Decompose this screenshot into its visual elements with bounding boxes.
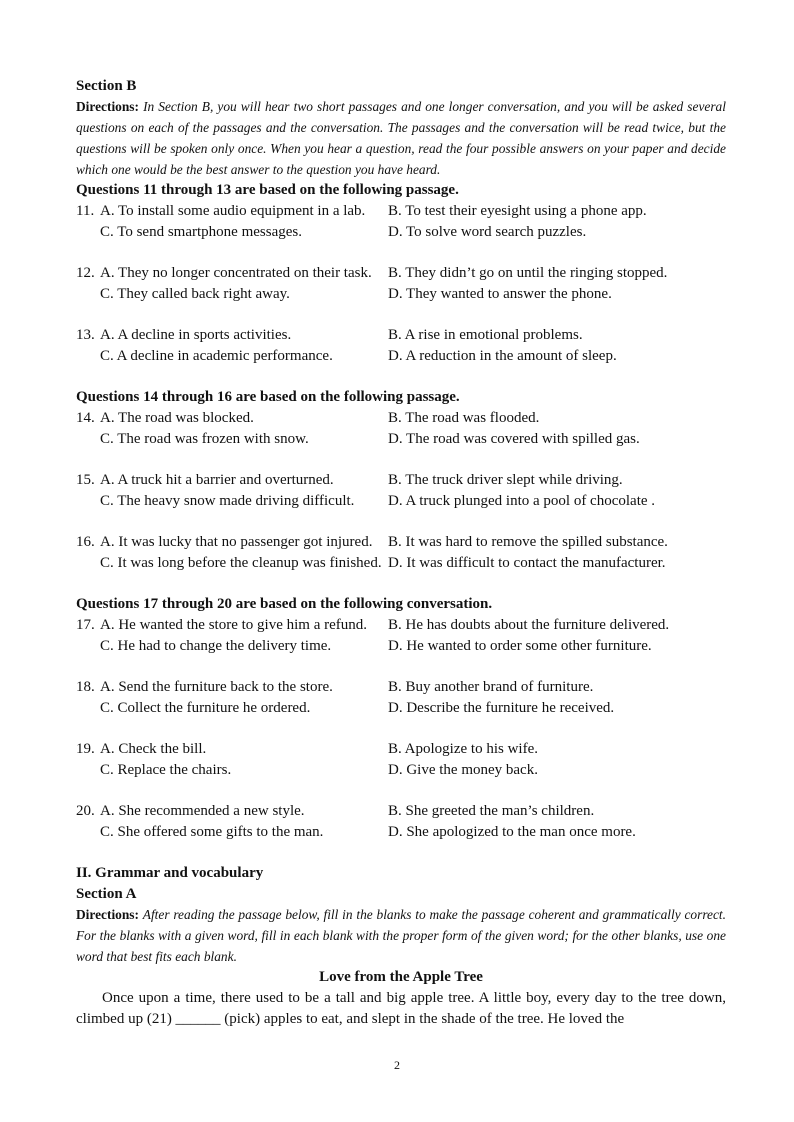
option-a: A. To install some audio equipment in a lab. <box>100 203 366 219</box>
option-b: B. He has doubts about the furniture delivered. <box>388 617 670 633</box>
question-row <box>76 677 726 698</box>
option-a: A. He wanted the store to give him a refund. <box>100 617 368 633</box>
option-d: D. They wanted to answer the phone. <box>388 286 612 302</box>
question-number: 13. <box>76 327 95 343</box>
option-a: A. Send the furniture back to the store. <box>100 679 333 695</box>
option-d: D. A truck plunged into a pool of chocolate . <box>388 493 656 509</box>
question-item <box>76 532 726 574</box>
question-row <box>76 822 726 843</box>
question-group-heading: Questions 11 through 13 are based on the following passage. <box>76 182 459 198</box>
question-group-2 <box>76 408 726 574</box>
question-item <box>76 677 726 719</box>
question-item <box>76 263 726 305</box>
story-title: Love from the Apple Tree <box>319 969 483 985</box>
directions-label: Directions: <box>76 907 139 922</box>
question-row <box>76 201 726 222</box>
option-d: D. A reduction in the amount of sleep. <box>388 348 617 364</box>
question-number: 15. <box>76 472 95 488</box>
question-item <box>76 201 726 243</box>
option-c: C. Replace the chairs. <box>100 762 232 778</box>
question-row <box>76 636 726 657</box>
option-b: B. A rise in emotional problems. <box>388 327 583 343</box>
option-c: C. A decline in academic performance. <box>100 348 333 364</box>
option-d: D. Describe the furniture he received. <box>388 700 615 716</box>
option-c: C. To send smartphone messages. <box>100 224 302 240</box>
section-b-title: Section B <box>76 78 137 94</box>
question-group-heading: Questions 17 through 20 are based on the following conversation. <box>76 596 493 612</box>
option-a: A. The road was blocked. <box>100 410 254 426</box>
question-number: 19. <box>76 741 95 757</box>
question-number: 11. <box>76 203 95 219</box>
section-b-directions <box>76 96 726 180</box>
question-group-3 <box>76 615 726 843</box>
option-a: A. A truck hit a barrier and overturned. <box>100 472 334 488</box>
option-a: A. Check the bill. <box>100 741 207 757</box>
option-b: B. It was hard to remove the spilled substance. <box>388 534 668 550</box>
question-group-1 <box>76 201 726 367</box>
question-item <box>76 325 726 367</box>
question-item <box>76 615 726 657</box>
question-number: 17. <box>76 617 95 633</box>
question-row <box>76 470 726 491</box>
option-b: B. They didn’t go on until the ringing stopped. <box>388 265 668 281</box>
option-d: D. The road was covered with spilled gas. <box>388 431 640 447</box>
directions-text: After reading the passage below, fill in the blanks to make the passage coherent and grammatically correct. For the blanks with a given word, fill in each blank with the proper form of the given word; for the other blanks, use one word that best fits each blank. <box>76 907 726 964</box>
option-c: C. They called back right away. <box>100 286 290 302</box>
question-number: 14. <box>76 410 95 426</box>
directions-text: In Section B, you will hear two short passages and one longer conversation, and you will be asked several questions on each of the passages and the conversation. The passages and the conversation will be read twice, but the questions will be spoken only once. When you hear a question, read the four possible answers on your paper and decide which one would be the best answer to the question you have heard. <box>76 99 726 177</box>
question-row <box>76 491 726 512</box>
option-c: C. Collect the furniture he ordered. <box>100 700 311 716</box>
question-item <box>76 739 726 781</box>
question-item <box>76 470 726 512</box>
question-row <box>76 698 726 719</box>
question-row <box>76 553 726 574</box>
option-d: D. It was difficult to contact the manufacturer. <box>388 555 666 571</box>
option-a: A. A decline in sports activities. <box>100 327 292 343</box>
question-row <box>76 346 726 367</box>
question-row <box>76 408 726 429</box>
question-group-heading: Questions 14 through 16 are based on the following passage. <box>76 389 460 405</box>
option-b: B. The truck driver slept while driving. <box>388 472 623 488</box>
question-item <box>76 801 726 843</box>
directions-label: Directions: <box>76 99 139 114</box>
question-row <box>76 801 726 822</box>
document-page <box>76 76 726 1030</box>
option-b: B. Buy another brand of furniture. <box>388 679 594 695</box>
question-row <box>76 325 726 346</box>
option-b: B. She greeted the man’s children. <box>388 803 595 819</box>
grammar-directions <box>76 904 726 967</box>
option-c: C. He had to change the delivery time. <box>100 638 332 654</box>
option-b: B. To test their eyesight using a phone app. <box>388 203 647 219</box>
page-number: 2 <box>394 1058 400 1072</box>
question-row <box>76 429 726 450</box>
question-row <box>76 760 726 781</box>
option-a: A. It was lucky that no passenger got injured. <box>100 534 373 550</box>
question-number: 18. <box>76 679 95 695</box>
option-c: C. The road was frozen with snow. <box>100 431 309 447</box>
grammar-section-title: Section A <box>76 886 137 902</box>
question-row <box>76 263 726 284</box>
question-number: 20. <box>76 803 95 819</box>
question-row <box>76 284 726 305</box>
option-b: B. The road was flooded. <box>388 410 540 426</box>
question-row <box>76 532 726 553</box>
story-paragraph: Once upon a time, there used to be a tall and big apple tree. A little boy, every day to the tree down, climbed up (21) ______ (pick) apples to eat, and slept in the shade of the tree. He loved the <box>76 990 726 1027</box>
question-number: 12. <box>76 265 95 281</box>
question-row <box>76 739 726 760</box>
option-c: C. The heavy snow made driving difficult. <box>100 493 355 509</box>
option-d: D. She apologized to the man once more. <box>388 824 636 840</box>
question-row <box>76 615 726 636</box>
question-item <box>76 408 726 450</box>
option-b: B. Apologize to his wife. <box>388 741 538 757</box>
option-d: D. He wanted to order some other furniture. <box>388 638 652 654</box>
option-a: A. They no longer concentrated on their task. <box>100 265 372 281</box>
grammar-heading: II. Grammar and vocabulary <box>76 865 264 881</box>
option-d: D. To solve word search puzzles. <box>388 224 587 240</box>
option-a: A. She recommended a new style. <box>100 803 305 819</box>
option-d: D. Give the money back. <box>388 762 538 778</box>
question-row <box>76 222 726 243</box>
option-c: C. It was long before the cleanup was finished. <box>100 555 382 571</box>
question-number: 16. <box>76 534 95 550</box>
option-c: C. She offered some gifts to the man. <box>100 824 324 840</box>
